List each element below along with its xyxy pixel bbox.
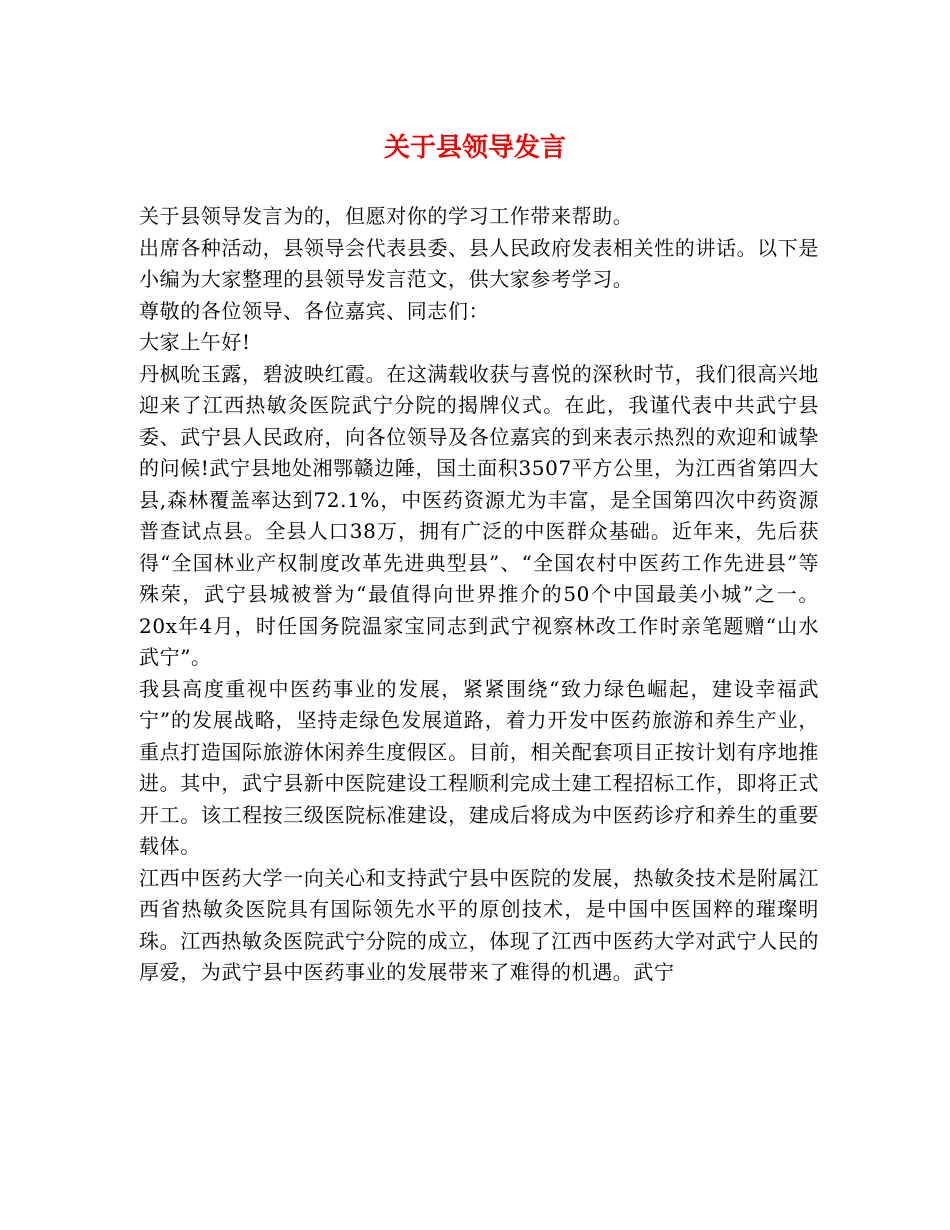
paragraph-context: 出席各种活动，县领导会代表县委、县人民政府发表相关性的讲话。以下是小编为大家整理的县领导发言范文，供大家参考学习。 [139, 235, 819, 291]
paragraph-salutation: 尊敬的各位领导、各位嘉宾、同志们： [139, 298, 490, 323]
document-title: 关于县领导发言 [383, 133, 566, 163]
paragraph-welcome: 丹枫吮玉露，碧波映红霞。在这满载收获与喜悦的深秋时节，我们很高兴地迎来了江西热敏灸医院武宁分院的揭牌仪式。在此，我谨代表中共武宁县委、武宁县人民政府，向各位领导及各位嘉宾的到来表示热烈的欢迎和诚挚的问候!武宁县地处湘鄂赣边陲，国土面积3507平方公里，为江西省第四大县,森林覆盖率达到72.1%，中医药资源尤为丰富，是全国第四次中药资源普查试点县。全县人口38万，拥有广泛的中医群众基础。近年来，先后获得“全国林业产权制度改革先进典型县”、“全国农村中医药工作先进县”等殊荣，武宁县城被誉为“最值得向世界推介的50个中国最美小城”之一。20x年4月，时任国务院温家宝同志到武宁视察林改工作时亲笔题赠“山水武宁”。 [139, 361, 819, 669]
paragraph-university: 江西中医药大学一向关心和支持武宁县中医院的发展，热敏灸技术是附属江西省热敏灸医院具有国际领先水平的原创技术，是中国中医国粹的璀璨明珠。江西热敏灸医院武宁分院的成立，体现了江西中医药大学对武宁人民的厚爱，为武宁县中医药事业的发展带来了难得的机遇。武宁 [139, 865, 819, 984]
document-body [139, 201, 819, 989]
paragraph-intro: 关于县领导发言为的，但愿对你的学习工作带来帮助。 [139, 204, 634, 228]
paragraph-development: 我县高度重视中医药事业的发展，紧紧围绕“致力绿色崛起，建设幸福武宁”的发展战略，坚持走绿色发展道路，着力开发中医药旅游和养生产业，重点打造国际旅游休闲养生度假区。目前，相关配套项目正按计划有序地推进。其中，武宁县新中医院建设工程顺利完成土建工程招标工作，即将正式开工。该工程按三级医院标准建设，建成后将成为中医药诊疗和养生的重要载体。 [139, 676, 819, 858]
paragraph-greeting: 大家上午好! [139, 330, 251, 354]
